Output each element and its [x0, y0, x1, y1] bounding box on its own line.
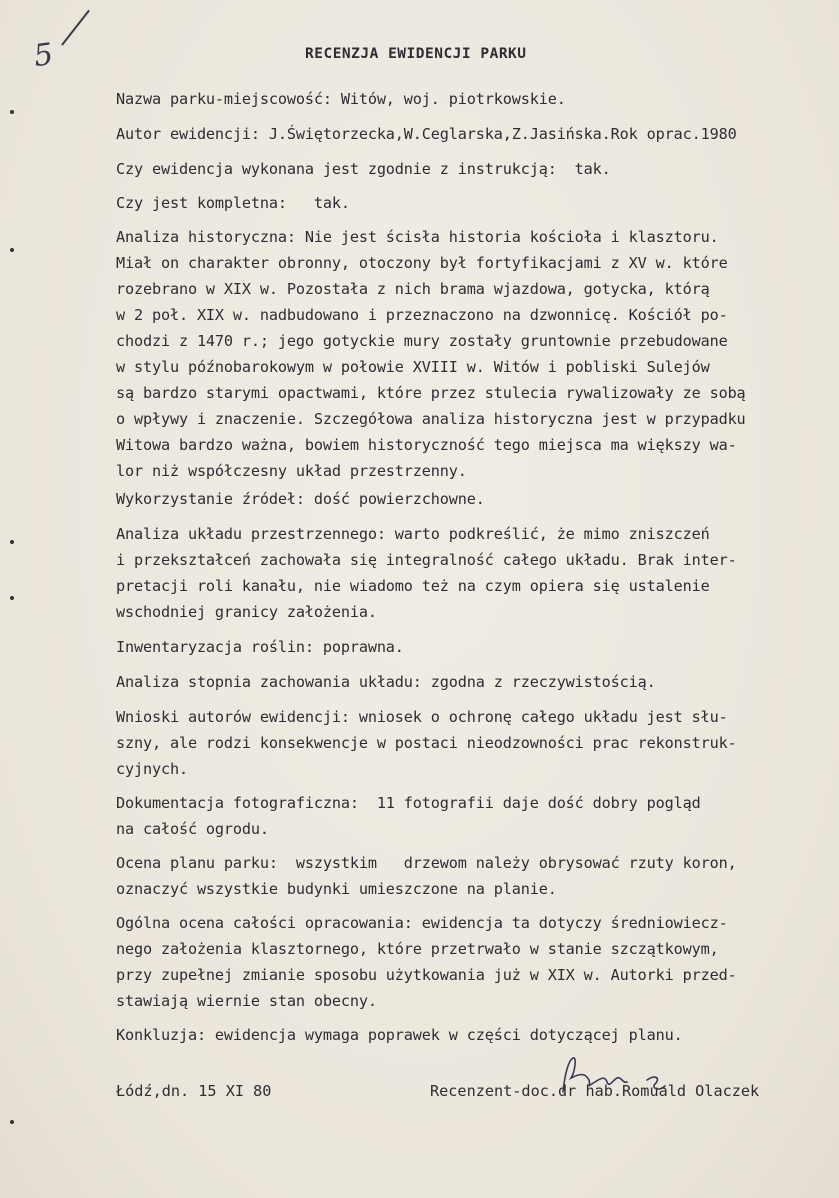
text-line: o wpływy i znaczenie. Szczegółowa analiza historyczna jest w przypadku [116, 410, 746, 428]
text-line: Wnioski autorów ewidencji: wniosek o ochronę całego układu jest słu- [116, 708, 728, 726]
text-line: oznaczyć wszystkie budynki umieszczone na planie. [116, 880, 557, 898]
text-line: Ocena planu parku: wszystkim drzewom należy obrysować rzuty koron, [116, 854, 737, 872]
text-line: Czy jest kompletna: tak. [116, 194, 350, 212]
review-paragraph [116, 669, 828, 695]
text-line: pretacji roli kanału, nie wiadomo też na czym opiera się ustalenie [116, 577, 710, 595]
review-paragraph [116, 910, 828, 1014]
margin-dot [10, 540, 14, 544]
text-line: Inwentaryzacja roślin: poprawna. [116, 638, 404, 656]
text-line: Autor ewidencji: J.Świętorzecka,W.Ceglarska,Z.Jasińska.Rok oprac.1980 [116, 125, 737, 143]
reviewer-signature-line: Recenzent-doc.dr hab.Romuald Olaczek [430, 1082, 760, 1100]
margin-dot [10, 248, 14, 252]
review-paragraph [116, 634, 828, 660]
text-line: wschodniej granicy założenia. [116, 603, 377, 621]
margin-dot [10, 1120, 14, 1124]
place-and-date: Łódź,dn. 15 XI 80 [116, 1082, 272, 1100]
review-paragraph [116, 190, 828, 216]
text-line: Analiza układu przestrzennego: warto podkreślić, że mimo zniszczeń [116, 525, 710, 543]
document-title: RECENZJA EWIDENCJI PARKU [305, 46, 527, 62]
text-line: Dokumentacja fotograficzna: 11 fotografii daje dość dobry pogląd [116, 794, 701, 812]
margin-dot [10, 596, 14, 600]
handwritten-slash [61, 10, 90, 46]
text-line: Czy ewidencja wykonana jest zgodnie z instrukcją: tak. [116, 160, 611, 178]
review-paragraph [116, 790, 828, 842]
text-line: w stylu późnobarokowym w połowie XVIII w. Witów i pobliski Sulejów [116, 358, 710, 376]
text-line: Analiza historyczna: Nie jest ścisła historia kościoła i klasztoru. [116, 228, 719, 246]
review-paragraph [116, 156, 828, 182]
text-line: na całość ogrodu. [116, 820, 269, 838]
text-line: szny, ale rodzi konsekwencje w postaci nieodzowności prac rekonstruk- [116, 734, 737, 752]
margin-dot [10, 110, 14, 114]
text-line: Witowa bardzo ważna, bowiem historyczność tego miejsca ma większy wa- [116, 436, 737, 454]
review-paragraph [116, 521, 828, 625]
text-line: Konkluzja: ewidencja wymaga poprawek w części dotyczącej planu. [116, 1026, 683, 1044]
text-line: chodzi z 1470 r.; jego gotyckie mury zostały gruntownie przebudowane [116, 332, 728, 350]
review-paragraph [116, 121, 828, 147]
review-paragraph [116, 486, 828, 512]
review-paragraph [116, 1022, 828, 1048]
text-line: lor niż współczesny układ przestrzenny. [116, 462, 467, 480]
text-line: Miał on charakter obronny, otoczony był fortyfikacjami z XV w. które [116, 254, 728, 272]
text-line: stawiają wiernie stan obecny. [116, 992, 377, 1010]
text-line: przy zupełnej zmianie sposobu użytkowania już w XIX w. Autorki przed- [116, 966, 737, 984]
handwritten-page-number: 5 [31, 36, 56, 75]
review-paragraph [116, 224, 828, 484]
text-line: Wykorzystanie źródeł: dość powierzchowne. [116, 490, 485, 508]
text-line: Nazwa parku-miejscowość: Witów, woj. piotrkowskie. [116, 90, 566, 108]
text-line: w 2 poł. XIX w. nadbudowano i przeznaczono na dzwonnicę. Kościół po- [116, 306, 728, 324]
review-paragraph [116, 86, 828, 112]
review-paragraph [116, 850, 828, 902]
review-paragraph [116, 704, 828, 782]
text-line: rozebrano w XIX w. Pozostała z nich brama wjazdowa, gotycka, którą [116, 280, 710, 298]
text-line: i przekształceń zachowała się integralność całego układu. Brak inter- [116, 551, 737, 569]
text-line: cyjnych. [116, 760, 188, 778]
text-line: nego założenia klasztornego, które przetrwało w stanie szczątkowym, [116, 940, 719, 958]
text-line: Ogólna ocena całości opracowania: ewidencja ta dotyczy średniowiecz- [116, 914, 728, 932]
text-line: Analiza stopnia zachowania układu: zgodna z rzeczywistością. [116, 673, 656, 691]
text-line: są bardzo starymi opactwami, które przez stulecia rywalizowały ze sobą [116, 384, 746, 402]
